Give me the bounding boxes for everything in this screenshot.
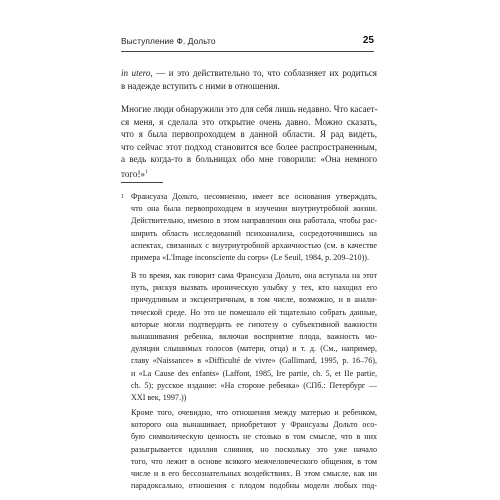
body-text-fragment: , — и это действительно то, что соблазняет их родиться [150, 68, 377, 78]
footnote-line: XXI век, 1997.)) [131, 393, 187, 403]
running-header-title: Выступление Ф. Дольто [121, 36, 216, 46]
header-rule [121, 51, 374, 52]
footnote-line: бую символическую ценность не столько в том смысле, что в них [131, 432, 377, 442]
footnote-line: что она была первопроходцем в изучении внутриутробной жизни. [131, 204, 377, 214]
footnote-marker: 1 [121, 194, 124, 200]
footnote-line: Кроме того, очевидно, что отношения между матерью и ребенком, [131, 408, 377, 417]
body-line: а ведь когда-то в больницах обо мне говорили: «Она немного [121, 154, 377, 165]
body-line: в надежде вступить с ними в отношения. [121, 80, 280, 91]
footnote-line: Действительно, именно в этом направлении она работала, чтобы рас- [131, 216, 377, 226]
footnote-line: разыгрывается идиллия слияния, но поскольку это уже начало [131, 444, 377, 454]
footnote-paragraph-2 [131, 270, 377, 404]
footnote-line: вынашивания ребенка, включая восприятие плода, важность мо- [131, 332, 377, 342]
footnote-line: которые могли подтвердить ее гипотезу о субъективной важности [131, 319, 377, 329]
footnote-line: и «La Cause des enfants» (Laffont, 1985, Ire partie, ch. 5, et IIe partie, [131, 368, 377, 378]
footnote-line: примера «L'Image inconsciente du corps» (Le Seuil, 1984, p. 209–210)). [131, 253, 369, 263]
footnote-line: того, что лежит в основе всякого межчеловеческого общения, в том [131, 456, 377, 466]
footnote-line: парадоксально, отношения с плодом подобны модели любых под- [131, 481, 377, 491]
footnote-line: тической среде. Но это не помешало ей тщательно собрать данные, [131, 307, 377, 317]
footnote-line: числе и в его бессознательных воздействиях. В этом смысле, как ни [131, 469, 377, 479]
footnote-line: главу «Naissance» в «Difficulté de vivre» (Gallimard, 1995, p. 16–76), [131, 356, 377, 366]
body-line: что сейчас этот подход становится все более распространенным, [121, 141, 377, 152]
footnote-line: которого она вынашивает, приобретают у Франсуазы Дольто осо- [131, 420, 377, 430]
footnote-separator [121, 182, 163, 183]
footnote-line: ch. 5); русское издание: «На стороне ребенка» (СПб.: Петербург — [131, 380, 377, 390]
running-header [121, 36, 374, 50]
body-text-fragment: того!» [121, 169, 146, 179]
page-number: 25 [362, 35, 374, 46]
footnote-line: дуляции слышимых голосов (матери, отца) и т. д. (См., например, [131, 344, 377, 354]
footnote-paragraph-1 [131, 191, 377, 264]
footnote-reference[interactable]: 1 [145, 168, 148, 175]
body-line: ся меня, я сделала это открытие очень давно. Можно сказать, [121, 116, 377, 127]
footnote-line: Франсуаза Дольто, несомненно, имеет все основания утверждать, [131, 192, 377, 201]
italic-term: in utero [121, 68, 151, 78]
footnote-line: причудливым и эксцентричным, в том числе, возможно, и в анали- [131, 295, 377, 305]
footnote-line: ширить область исследований психоанализа, сосредоточившись на [131, 228, 377, 238]
body-line [121, 67, 377, 80]
footnote-line: аспектах, связанных с внутриутробной архаичностью (см. в качестве [131, 240, 377, 250]
body-line [121, 166, 377, 181]
body-line: Многие люди обнаружили это для себя лишь недавно. Что касает- [121, 104, 378, 114]
body-paragraph-1 [121, 67, 377, 92]
footnote-paragraph-3 [131, 407, 377, 492]
footnote-line: В то время, как говорит сама Франсуаза Дольто, она вступала на этот [131, 271, 377, 280]
body-paragraph-2 [121, 103, 377, 181]
body-line: что я была первопроходцем в данной области. Я рад видеть, [121, 129, 377, 140]
footnote-line: путь, рискуя вызвать ироническую улыбку у тех, кто находил его [131, 283, 377, 293]
